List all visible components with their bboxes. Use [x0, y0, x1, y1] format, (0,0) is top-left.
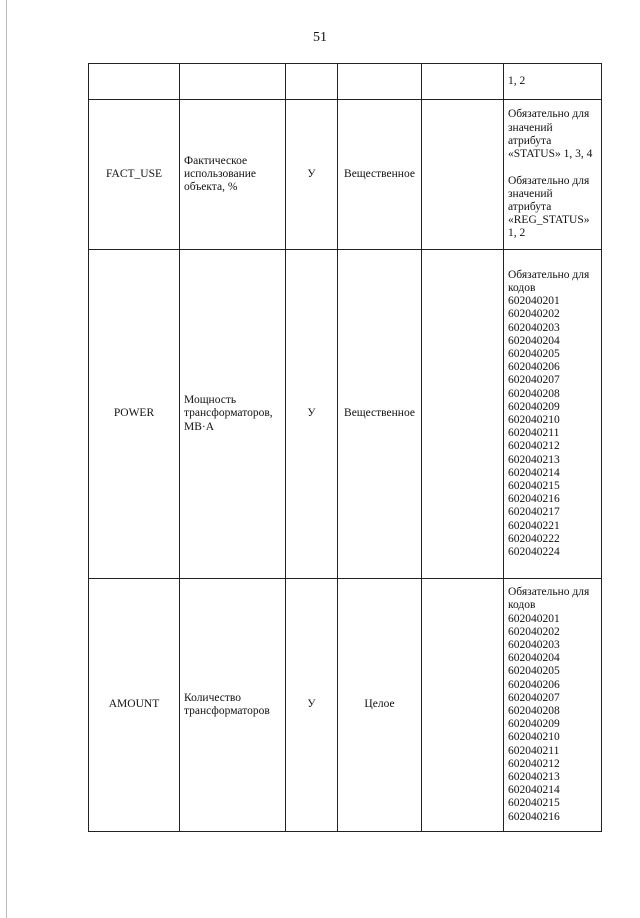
attribute-extra-cell — [422, 250, 504, 579]
attribute-description: Мощность трансформаторов, МВ·А — [184, 394, 273, 433]
attribute-required-cell: У — [286, 579, 338, 832]
attribute-table — [88, 63, 602, 832]
table-row — [89, 100, 602, 250]
attribute-name-cell: POWER — [89, 250, 180, 579]
attribute-extra-cell — [422, 100, 504, 250]
attribute-required-cell: У — [286, 250, 338, 579]
attribute-type-cell: Вещественное — [338, 100, 422, 250]
attribute-description: Фактическое использование объекта, % — [184, 154, 257, 194]
attribute-extra-cell — [422, 64, 504, 100]
attribute-name-cell: AMOUNT — [89, 579, 180, 832]
attribute-type-cell: Вещественное — [338, 250, 422, 579]
attribute-name-cell: FACT_USE — [89, 100, 180, 250]
attribute-type-cell: Целое — [338, 579, 422, 832]
scan-margin-line — [6, 0, 7, 918]
attribute-required-cell — [286, 64, 338, 100]
attribute-description-cell — [180, 579, 286, 832]
attribute-note-cell: Обязательно для кодов 602040201 602040202 602040203 602040204 602040205 602040206 602040207 602040208 602040209 602040210 602040211 602040212 602040213 602040214 602040215 602040216 602040217 602040221 602040222 602040224 — [504, 250, 602, 579]
table-row — [89, 64, 602, 100]
table-row — [89, 250, 602, 579]
page-number: 51 — [313, 30, 327, 45]
attribute-description-cell — [180, 250, 286, 579]
attribute-note-cell: Обязательно для значений атрибута «STATUS» 1, 3, 4 Обязательно для значений атрибута «REG_STATUS» 1, 2 — [504, 100, 602, 250]
attribute-name-cell — [89, 64, 180, 100]
attribute-extra-cell — [422, 579, 504, 832]
table-row — [89, 579, 602, 832]
attribute-description-cell — [180, 100, 286, 250]
attribute-note-cell: 1, 2 — [504, 64, 602, 100]
attribute-description: Количество трансформаторов — [184, 691, 270, 717]
attribute-note-cell: Обязательно для кодов 602040201 602040202 602040203 602040204 602040205 602040206 602040207 602040208 602040209 602040210 602040211 602040212 602040213 602040214 602040215 602040216 — [504, 579, 602, 832]
attribute-type-cell — [338, 64, 422, 100]
attribute-required-cell: У — [286, 100, 338, 250]
attribute-description-cell — [180, 64, 286, 100]
